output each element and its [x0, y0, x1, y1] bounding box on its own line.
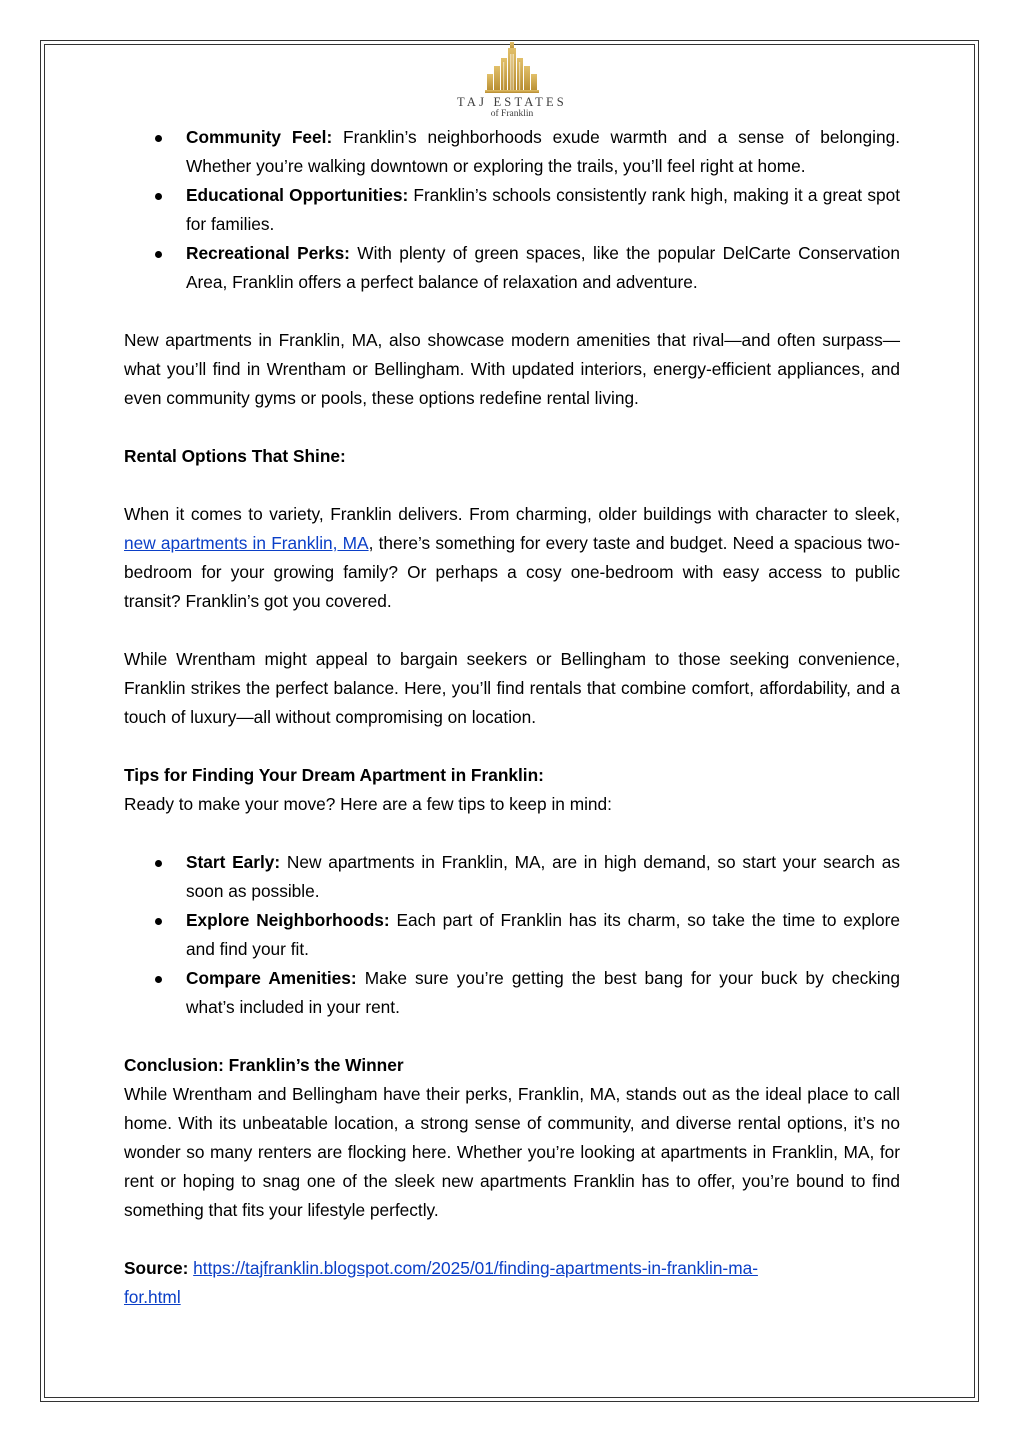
rental-options-heading	[124, 442, 900, 471]
paragraph-text: , there’s something for every taste and budget. Need a spacious two-bedroom for your growing family? Or perhaps a cosy one-bedroom with easy access to public transit? Franklin’s got you covered.	[124, 533, 900, 611]
source-label: Source:	[124, 1258, 189, 1278]
bullet-text: Make sure you’re getting the best bang for your buck by checking what’s included in your rent.	[186, 968, 900, 1017]
bullet-text: Franklin’s schools consistently rank high, making it a great spot for families.	[186, 185, 900, 234]
list-item	[124, 964, 900, 1022]
balance-paragraph: While Wrentham might appeal to bargain seekers or Bellingham to those seeking convenience, Franklin strikes the perfect balance. Here, you’ll find rentals that combine comfort, affordability, and a touch of luxury—all without compromising on location.	[124, 649, 900, 727]
document-body	[124, 123, 900, 1312]
heading-text: Rental Options That Shine:	[124, 446, 346, 466]
bullet-icon	[155, 193, 162, 200]
bullet-text: Each part of Franklin has its charm, so take the time to explore and find your fit.	[186, 910, 900, 959]
conclusion-heading	[124, 1051, 900, 1080]
list-item	[124, 239, 900, 297]
bullet-term: Start Early:	[186, 852, 281, 872]
bullet-text: With plenty of green spaces, like the popular DelCarte Conservation Area, Franklin offers a perfect balance of relaxation and adventure.	[186, 243, 900, 292]
source-link[interactable]	[124, 1258, 758, 1307]
bullet-icon	[155, 918, 162, 925]
taj-estates-logo	[442, 42, 582, 120]
heading-text: Tips for Finding Your Dream Apartment in Franklin:	[124, 765, 544, 785]
new-apartments-link[interactable]: new apartments in Franklin, MA	[124, 533, 369, 553]
benefits-list	[124, 123, 900, 297]
logo-name: TAJ ESTATES	[457, 95, 567, 109]
list-item	[124, 848, 900, 906]
bullet-icon	[155, 251, 162, 258]
list-item	[124, 181, 900, 239]
building-logo-icon	[483, 42, 541, 94]
logo-subtitle: of Franklin	[490, 109, 534, 119]
bullet-term: Educational Opportunities:	[186, 185, 409, 205]
bullet-term: Compare Amenities:	[186, 968, 357, 988]
amenities-paragraph: New apartments in Franklin, MA, also showcase modern amenities that rival—and often surpass—what you’ll find in Wrentham or Bellingham. With updated interiors, energy-efficient appliances, and even community gyms or pools, these options redefine rental living.	[124, 330, 900, 408]
bullet-term: Community Feel:	[186, 127, 333, 147]
heading-text: Conclusion: Franklin’s the Winner	[124, 1055, 404, 1075]
bullet-icon	[155, 860, 162, 867]
bullet-text: Franklin’s neighborhoods exude warmth and a sense of belonging. Whether you’re walking downtown or exploring the trails, you’ll feel right at home.	[186, 127, 900, 176]
variety-paragraph	[124, 500, 900, 616]
paragraph-text: When it comes to variety, Franklin delivers. From charming, older buildings with character to sleek,	[124, 504, 900, 524]
bullet-icon	[155, 976, 162, 983]
bullet-term: Explore Neighborhoods:	[186, 910, 390, 930]
conclusion-paragraph: While Wrentham and Bellingham have their perks, Franklin, MA, stands out as the ideal place to call home. With its unbeatable location, a strong sense of community, and diverse rental options, it’s no wonder so many renters are flocking here. Whether you’re looking at apartments in Franklin, MA, for rent or hoping to snag one of the sleek new apartments Franklin has to offer, you’re bound to find something that fits your lifestyle perfectly.	[124, 1084, 900, 1220]
list-item	[124, 123, 900, 181]
bullet-term: Recreational Perks:	[186, 243, 350, 263]
tips-heading	[124, 761, 900, 790]
tips-intro: Ready to make your move? Here are a few tips to keep in mind:	[124, 794, 612, 814]
list-item	[124, 906, 900, 964]
bullet-icon	[155, 135, 162, 142]
source-line	[124, 1254, 900, 1312]
source-url-line2: for.html	[124, 1287, 181, 1307]
source-url-line1: https://tajfranklin.blogspot.com/2025/01/finding-apartments-in-franklin-ma-	[193, 1258, 758, 1278]
bullet-text: New apartments in Franklin, MA, are in high demand, so start your search as soon as possible.	[186, 852, 900, 901]
tips-list	[124, 848, 900, 1022]
